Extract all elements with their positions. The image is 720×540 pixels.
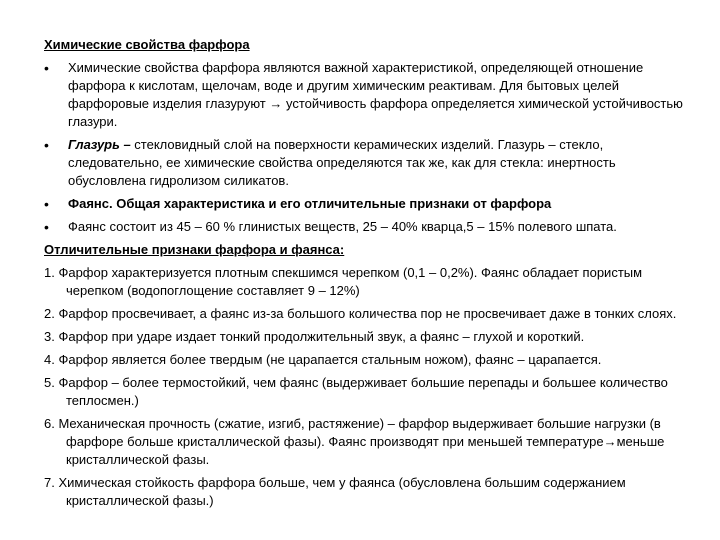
bullet-item-2: [44, 136, 684, 190]
faience-subheading: Фаянс. Общая характеристика и его отличительные признаки от фарфора: [68, 196, 552, 211]
difference-item-1: 1. Фарфор характеризуется плотным спекшимся черепком (0,1 – 0,2%). Фаянс обладает пористым черепком (водопоглощение составляет 9 – 12%): [44, 265, 643, 298]
bullet-icon: •: [44, 196, 49, 212]
bullet-text: Фаянс состоит из 45 – 60 % глинистых веществ, 25 – 40% кварца,5 – 15% полевого шпата.: [68, 219, 617, 234]
difference-item-6: 6. Механическая прочность (сжатие, изгиб, растяжение) – фарфор выдерживает большие нагрузки (в фарфоре больше кристаллической фазы). Фаянс производят при меньшей температуре→меньше кристаллической фазы.: [44, 416, 665, 467]
difference-item-2: 2. Фарфор просвечивает, а фаянс из-за большого количества пор не просвечивает даже в тонких слоях.: [44, 306, 677, 321]
difference-item-7: 7. Химическая стойкость фарфора больше, чем у фаянса (обусловлена большим содержанием кристаллической фазы.): [44, 475, 626, 508]
difference-item-5: 5. Фарфор – более термостойкий, чем фаянс (выдерживает большие перепады и большее количество теплосмен.): [44, 375, 668, 408]
glaze-term: Глазурь –: [68, 137, 131, 152]
bullet-item-3: [44, 195, 684, 213]
differences-title: Отличительные признаки фарфора и фаянса:: [44, 242, 345, 257]
bullet-icon: •: [44, 137, 49, 153]
bullet-icon: •: [44, 219, 49, 235]
difference-item-4: 4. Фарфор является более твердым (не царапается стальным ножом), фаянс – царапается.: [44, 352, 602, 367]
bullet-text: Химические свойства фарфора являются важной характеристикой, определяющей отношение фарфора к кислотам, щелочам, воде и другим химическим реактивам. Для бытовых целей фарфоровые изделия глазуруют → устойчивость фарфора определяется химической устойчивостью глазури.: [68, 60, 683, 129]
slide-content: [44, 36, 684, 515]
section-title: Химические свойства фарфора: [44, 37, 250, 52]
bullet-text: стекловидный слой на поверхности керамических изделий. Глазурь – стекло, следовательно, ее химические свойства определяются так же, как для стекла: инертность обусловлена гидролизом силикатов.: [68, 137, 616, 188]
bullet-item-1: [44, 59, 684, 131]
bullet-icon: •: [44, 60, 49, 76]
difference-item-3: 3. Фарфор при ударе издает тонкий продолжительный звук, а фаянс – глухой и короткий.: [44, 329, 585, 344]
bullet-item-4: [44, 218, 684, 236]
